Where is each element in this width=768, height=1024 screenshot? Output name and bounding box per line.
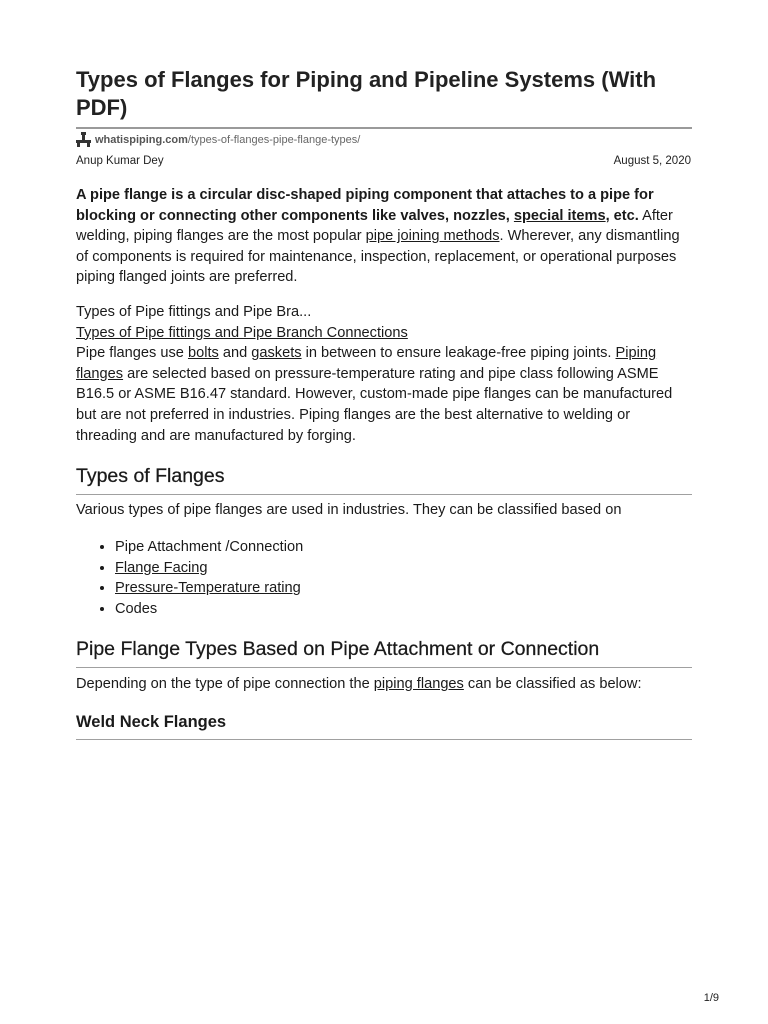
para2-text-1: Pipe flanges use xyxy=(76,345,188,362)
pipe-joining-methods-link[interactable]: pipe joining methods xyxy=(365,228,500,245)
publish-date: August 5, 2020 xyxy=(613,155,691,167)
body-paragraph-2 xyxy=(76,302,692,446)
piping-flanges-link[interactable]: Piping flanges xyxy=(76,345,657,382)
source-url xyxy=(76,132,360,147)
intro-text-2: . Wherever, any dismantling of components is required for maintenance, inspection, replacement, or operational purposes piping flanged joints are preferred. xyxy=(76,228,680,286)
list-item: • Pipe Attachment /Connection xyxy=(115,537,303,558)
source-domain[interactable]: whatispiping.com xyxy=(95,133,188,146)
section-divider-2 xyxy=(76,667,692,668)
section2-text-1: Depending on the type of pipe connection the xyxy=(76,676,374,692)
piping-flanges-link-2[interactable]: piping flanges xyxy=(373,676,464,692)
para2-text-4: are selected based on pressure-temperature rating and pipe class following ASME B16.5 or ASME B16.47 standard. However, custom-made pipe flanges can be manufactured but are not preferred in industries. Piping flanges are the best alternative to welding or threading and are manufactured by forging. xyxy=(76,365,673,444)
special-items-link[interactable]: special items xyxy=(513,207,606,224)
page-title: Types of Flanges for Piping and Pipeline Systems (With PDF) xyxy=(76,67,657,120)
subsection-heading-weld-neck: Weld Neck Flanges xyxy=(76,713,227,731)
pipe-logo-icon xyxy=(76,132,91,147)
para2-text-2: and xyxy=(218,345,252,362)
classification-list xyxy=(76,537,303,619)
section-divider-3 xyxy=(76,739,692,740)
list-item: • Codes xyxy=(115,599,303,620)
intro-bold-2: , etc. xyxy=(605,207,639,224)
article-meta xyxy=(76,155,692,167)
author: Anup Kumar Dey xyxy=(76,155,164,167)
title-divider xyxy=(76,127,692,129)
related-article-link[interactable]: Types of Pipe fittings and Pipe Branch Connections xyxy=(76,324,408,341)
intro-bold-1: A pipe flange is a circular disc-shaped piping component that attaches to a pipe for blocking or connecting other components like valves, nozzles, xyxy=(76,187,654,224)
related-teaser: Types of Pipe fittings and Pipe Bra... xyxy=(76,304,312,320)
gaskets-link[interactable]: gaskets xyxy=(251,345,302,362)
para2-text-3: in between to ensure leakage-free piping joints. xyxy=(301,345,616,362)
intro-paragraph xyxy=(76,185,692,288)
section-heading-attachment: Pipe Flange Types Based on Pipe Attachment or Connection xyxy=(76,638,600,660)
page-number: 1/9 xyxy=(703,992,719,1004)
list-item xyxy=(115,558,303,579)
bolts-link[interactable]: bolts xyxy=(187,345,219,362)
list-item xyxy=(115,578,303,599)
flange-facing-link[interactable]: Flange Facing xyxy=(115,559,208,576)
section-divider-1 xyxy=(76,494,692,495)
section2-text-2: can be classified as below: xyxy=(463,676,642,692)
intro-text-1: After welding, piping flanges are the most popular xyxy=(76,207,673,245)
section-heading-types: Types of Flanges xyxy=(76,465,225,487)
section2-text xyxy=(76,674,692,695)
pressure-temperature-link[interactable]: Pressure-Temperature rating xyxy=(115,580,301,597)
section1-text: Various types of pipe flanges are used in industries. They can be classified based on xyxy=(76,502,622,518)
source-path[interactable]: /types-of-flanges-pipe-flange-types/ xyxy=(187,133,361,146)
